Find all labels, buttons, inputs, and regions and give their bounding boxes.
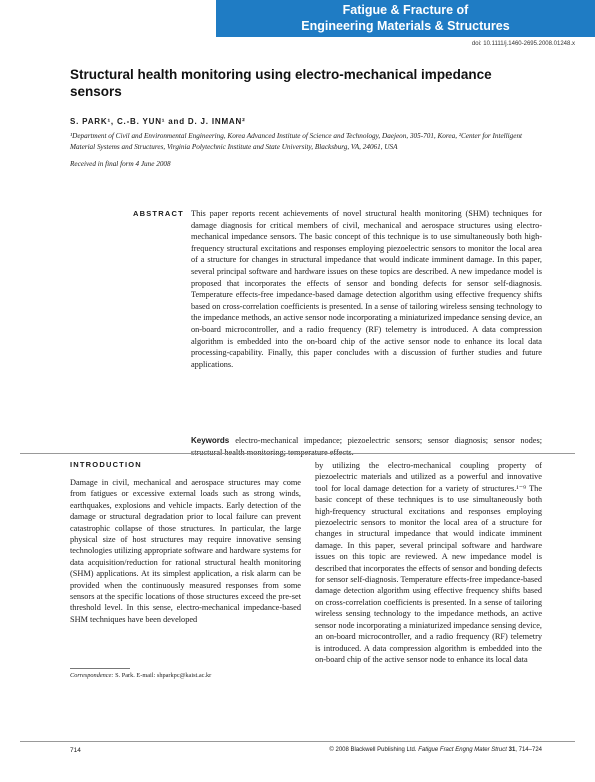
journal-banner: [216, 0, 595, 37]
article-title: Structural health monitoring using electro-mechanical impedance sensors: [70, 67, 492, 99]
doi[interactable]: doi: 10.1111/j.1460-2695.2008.01248.x: [471, 41, 575, 47]
abstract-label: ABSTRACT: [133, 209, 184, 218]
correspondence-text[interactable]: S. Park. E-mail: shparkpc@kaist.ac.kr: [115, 672, 212, 679]
section-divider: [20, 453, 575, 454]
citation-journal: Fatigue Fract Engng Mater Struct: [418, 747, 507, 753]
abstract-text: This paper reports recent achievements of novel structural health monitoring (SHM) techniques for damage diagnosis for critical members of civil, mechanical and aerospace structures using electro-mechanical impedance sensors. The basic concept of this technique is to use simultaneously both high-frequency structural excitations and responses employing piezoelectric sensors to monitor the local area of a structure for changes in structural impedance that would indicate imminent damage. In this paper, several principal software and hardware issues on these topics are described. A new impedance model is proposed that incorporates the effects of sensor and bonding defects for sensor self-diagnosis. Temperature effects-free impedance-based damage detection algorithm using effective frequency shifts based on cross-correlation coefficients is presented. In a sense of tailoring wireless sensing technology to the impedance methods, an active sensor node incorporating a miniaturized impedance sensing device, an on-board microcontroller, and a radio frequency (RF) telemetry is introduced. A data compression algorithm is embedded into the on-board chip of the active sensor node to enhance its local data processing-capability. Finally, this paper concludes with a discussion of further studies and future applications.: [191, 209, 542, 369]
received-date: Received in final form 4 June 2008: [70, 160, 171, 168]
correspondence-label: Correspondence:: [70, 672, 114, 679]
intro-column-1: Damage in civil, mechanical and aerospace structures may come from fatigues or excessive external loads such as strong winds, earthquakes, explosions and vehicle impacts. Early detection of the damage or structural degradation prior to local failure can prevent catastrophic collapse of those structures. In particular, the large physical size of host structures may require innovative sensing technologies utilizing appropriate software and hardware systems for data acquisition/reduction for rational structural health monitoring (SHM) applications. At its simplest application, a risk alarm can be provided when the continuously measured responses from some sensors at the specific locations of those structures exceed the pre-set threshold level. In this sense, electro-mechanical impedance-based SHM techniques have been developed: [70, 478, 301, 624]
journal-title-line1: Fatigue & Fracture of: [342, 3, 469, 17]
citation-volume: 31: [508, 747, 516, 753]
correspondence: [70, 672, 211, 679]
citation-pages: , 714–724: [515, 747, 542, 753]
keywords-text: electro-mechanical impedance; piezoelectric sensors; sensor diagnosis; sensor nodes; structural health monitoring; temperature effects.: [191, 436, 542, 457]
footer-divider: [20, 741, 575, 742]
copyright: © 2008 Blackwell Publishing Ltd.: [329, 747, 417, 753]
journal-title-line2: Engineering Materials & Structures: [301, 19, 510, 33]
affiliation: ¹Department of Civil and Environmental Engineering, Korea Advanced Institute of Science and Technology, Daejeon, 305-701, Korea, ²Center for Intelligent Material Systems and Structures, Virginia Polytechnic Institute and State University, Blacksburg, VA, 24061, USA: [70, 132, 523, 151]
footer-citation: [329, 747, 542, 753]
page-number: 714: [70, 747, 81, 754]
footnote-rule: [70, 668, 130, 669]
intro-column-2: by utilizing the electro-mechanical coupling property of piezoelectric materials and utilized as a powerful and innovative tool for local damage detection for a variety of structures.¹⁻⁹ The basic concept of these techniques is to use simultaneously both high-frequency structural excitations and responses employing piezoelectric sensors to monitor the local area of a structure for changes in structural impedance that would indicate imminent damage. In this paper, several principal software and hardware issues on this topic are reviewed. A new impedance model is described that incorporates the effects of sensor and bonding defects for sensor self-diagnosis. Temperature effects-free impedance-based damage detection algorithm using effective frequency shifts based on cross-correlation coefficients is presented. In a sense of tailoring wireless sensing technology to the impedance methods, an active sensor node incorporating a miniaturized impedance sensing device, an on-board microcontroller, and a radio frequency (RF) telemetry is introduced. A data compression algorithm is embedded into the on-board chip of the active sensor node to enhance its local data: [315, 461, 542, 664]
authors: S. PARK¹, C.-B. YUN¹ and D. J. INMAN²: [70, 117, 246, 126]
keywords-label: Keywords: [191, 436, 230, 445]
keywords: [191, 435, 542, 458]
intro-heading: INTRODUCTION: [70, 460, 142, 469]
